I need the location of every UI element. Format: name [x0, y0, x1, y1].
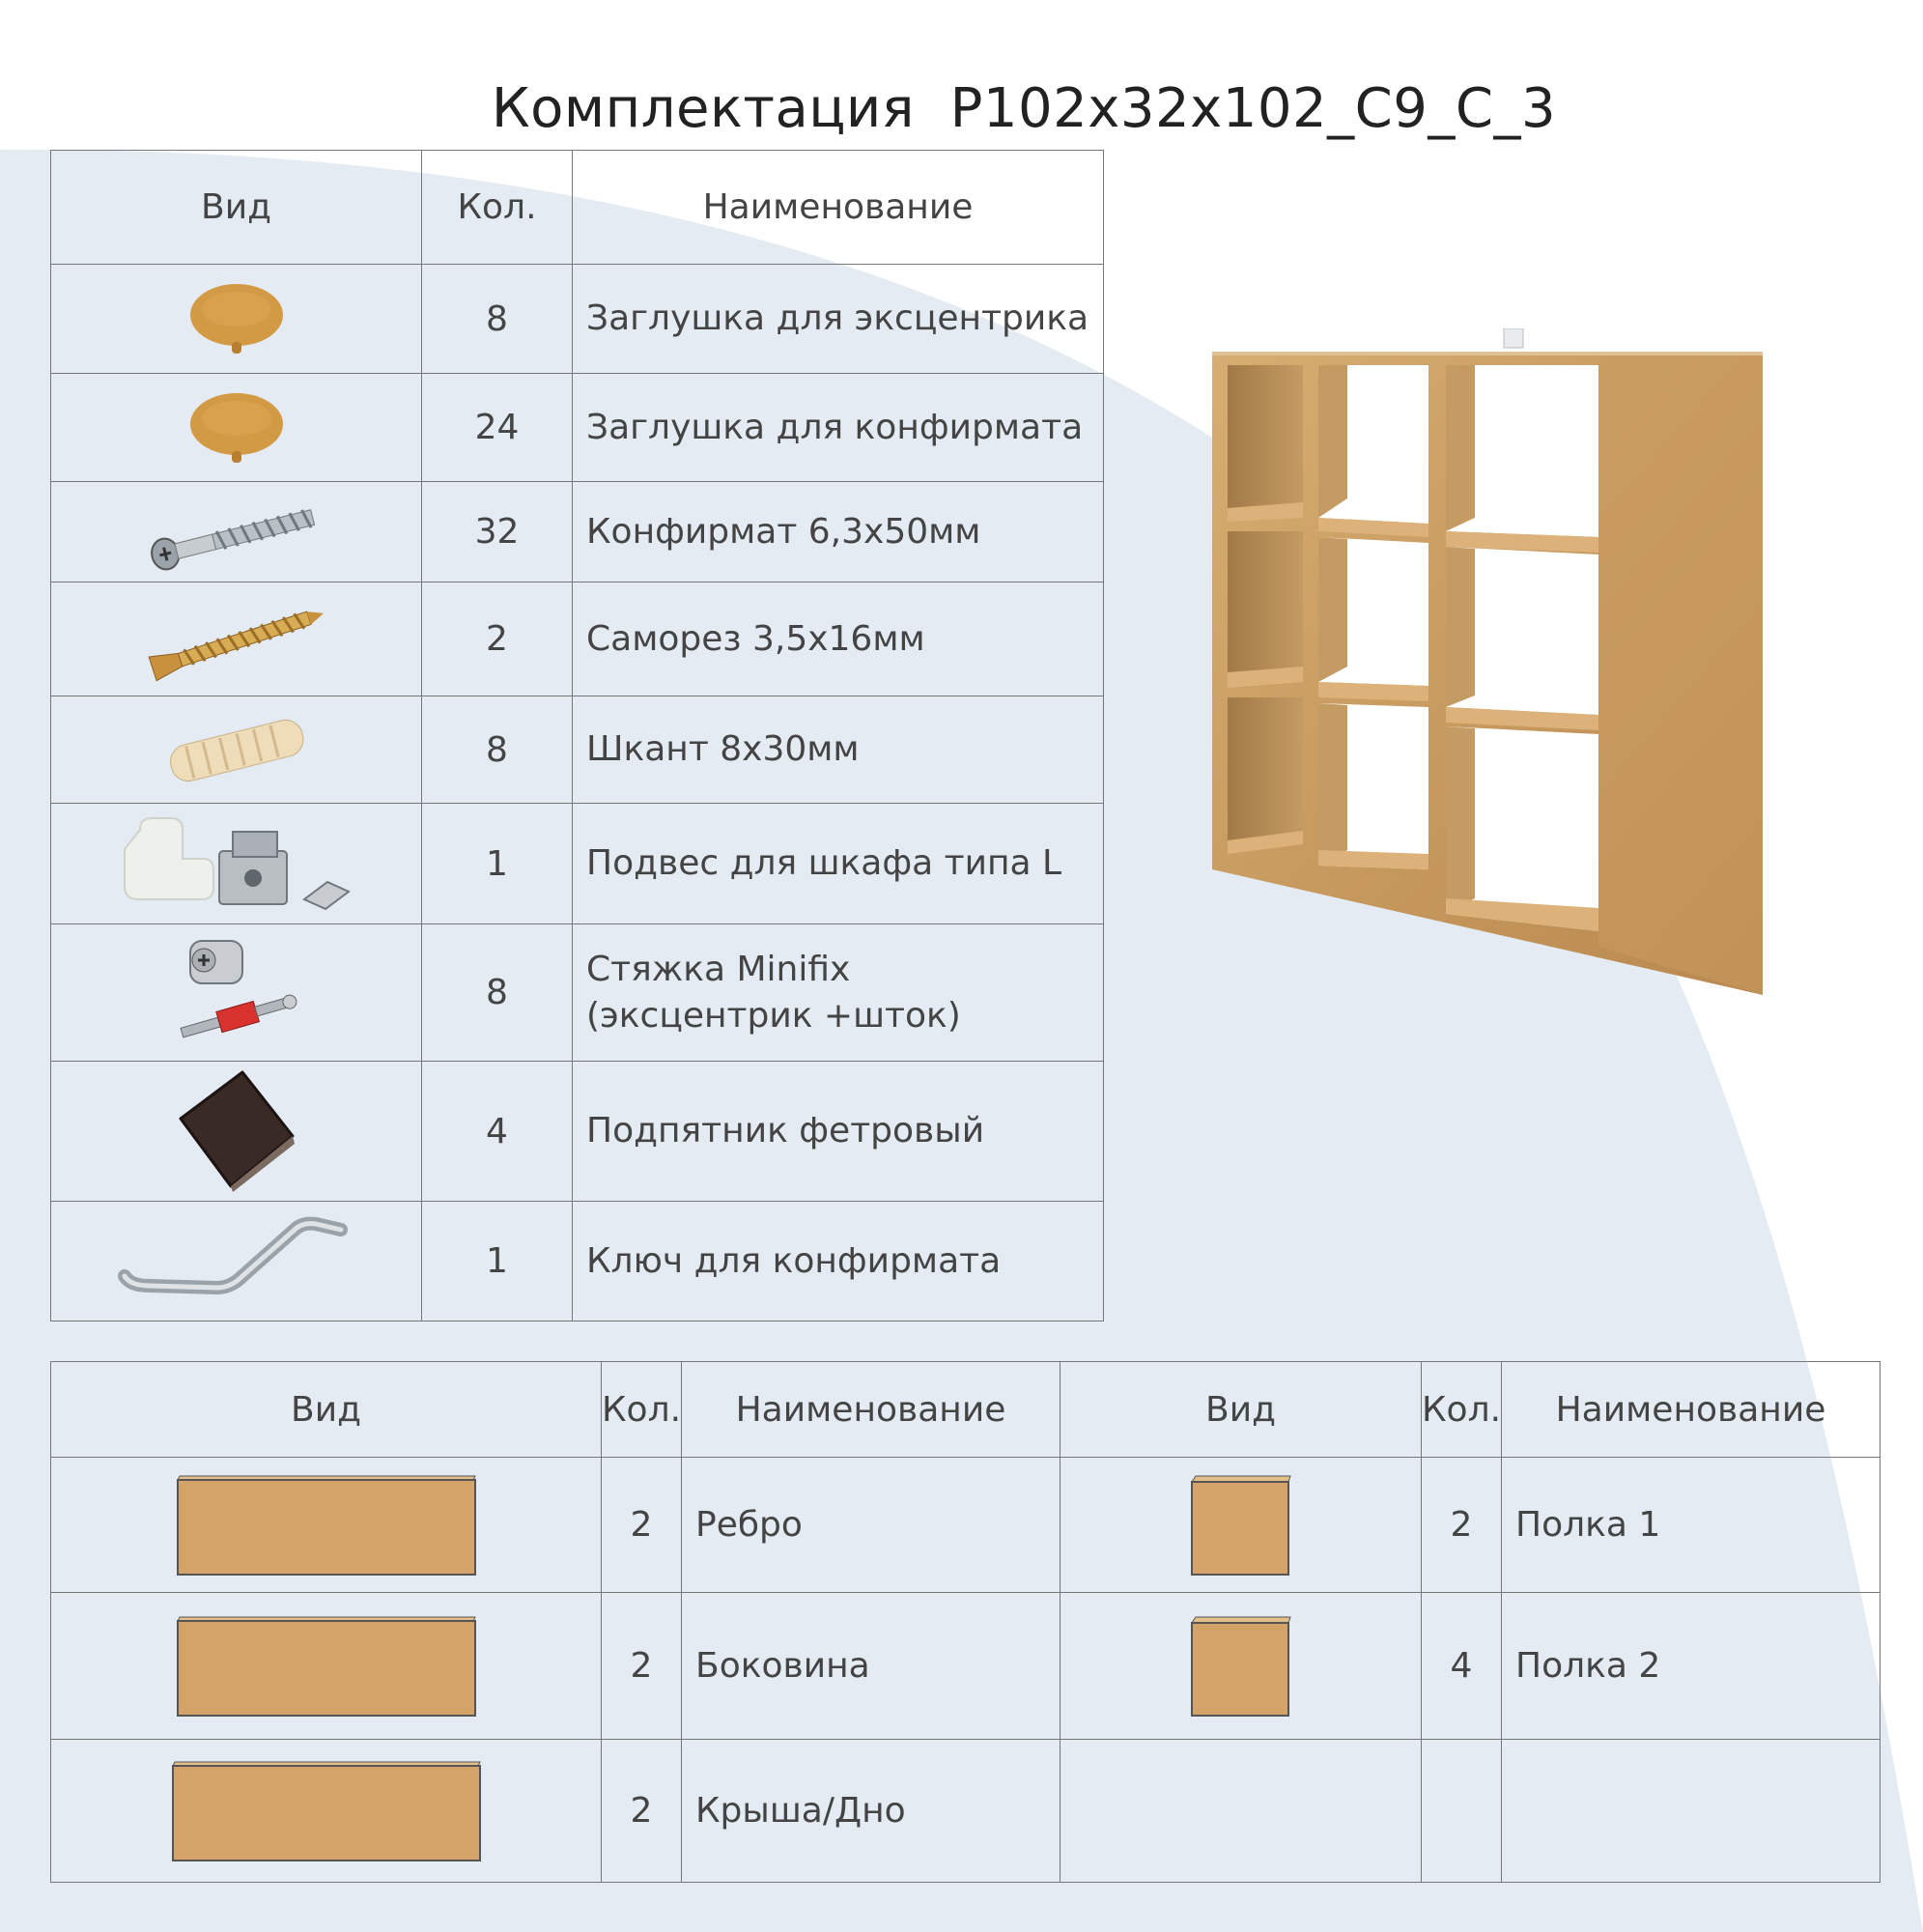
- row-name: Заглушка для конфирмата: [573, 374, 1104, 482]
- row-name: Ключ для конфирмата: [573, 1202, 1104, 1321]
- table-row: [51, 1458, 1881, 1593]
- row-qty: 2: [602, 1740, 682, 1883]
- hanger-icon: [111, 810, 362, 917]
- empty-cell: [1502, 1740, 1881, 1883]
- row-qty: 8: [422, 265, 573, 374]
- table-row: [51, 582, 1104, 696]
- row-name-line-1: Стяжка Minifix: [586, 949, 851, 989]
- table-row: [51, 374, 1104, 482]
- row-name-line-2: (эксцентрик +шток): [586, 995, 961, 1036]
- table-row: [51, 482, 1104, 582]
- row-image: [51, 1740, 602, 1883]
- row-image: [51, 1593, 602, 1740]
- header-qty: Кол.: [422, 151, 573, 265]
- row-qty: 2: [422, 582, 573, 696]
- row-qty: 2: [1422, 1458, 1502, 1593]
- page-title: Комплектация P102x32x102_C9_C_3: [491, 77, 1557, 140]
- confirmat-screw-icon: [145, 494, 328, 571]
- row-image: [51, 1062, 422, 1202]
- long-panel-icon: [172, 1613, 481, 1719]
- dowel-icon: [159, 711, 314, 788]
- row-image: [51, 582, 422, 696]
- row-image: [51, 804, 422, 924]
- row-name: Шкант 8х30мм: [573, 696, 1104, 804]
- panels-table: [50, 1361, 1881, 1883]
- table-row: [51, 924, 1104, 1062]
- row-name: Ребро: [682, 1458, 1060, 1593]
- long-panel-icon: [172, 1472, 481, 1578]
- table-row: [51, 265, 1104, 374]
- row-image: [1060, 1458, 1422, 1593]
- header-name: Наименование: [682, 1362, 1060, 1458]
- row-image: [51, 924, 422, 1062]
- row-image: [51, 696, 422, 804]
- table-header-row: [51, 1362, 1881, 1458]
- row-name: Подвес для шкафа типа L: [573, 804, 1104, 924]
- header-view: Вид: [51, 151, 422, 265]
- hardware-table: [50, 150, 1104, 1321]
- cabinet-image: [1212, 328, 1772, 1005]
- row-image: [51, 1202, 422, 1321]
- cap-icon: [188, 389, 285, 467]
- wood-screw-icon: [140, 596, 333, 683]
- long-panel-icon: [167, 1758, 486, 1864]
- row-name: [573, 924, 1104, 1062]
- row-image: [51, 1458, 602, 1593]
- row-image: [51, 482, 422, 582]
- table-row: [51, 1202, 1104, 1321]
- header-qty: Кол.: [1422, 1362, 1502, 1458]
- row-name: Полка 1: [1502, 1458, 1881, 1593]
- row-image: [51, 265, 422, 374]
- row-name: Крыша/Дно: [682, 1740, 1060, 1883]
- empty-cell: [1060, 1740, 1422, 1883]
- row-qty: 4: [422, 1062, 573, 1202]
- row-qty: 8: [422, 924, 573, 1062]
- row-name: Конфирмат 6,3х50мм: [573, 482, 1104, 582]
- header-view: Вид: [1060, 1362, 1422, 1458]
- row-name: Заглушка для эксцентрика: [573, 265, 1104, 374]
- table-row: [51, 1062, 1104, 1202]
- square-panel-icon: [1188, 1472, 1294, 1578]
- row-name: Полка 2: [1502, 1593, 1881, 1740]
- row-name: Подпятник фетровый: [573, 1062, 1104, 1202]
- row-qty: 8: [422, 696, 573, 804]
- header-view: Вид: [51, 1362, 602, 1458]
- table-row: [51, 1740, 1881, 1883]
- cap-icon: [188, 280, 285, 357]
- row-image: [1060, 1593, 1422, 1740]
- table-row: [51, 696, 1104, 804]
- square-panel-icon: [1188, 1613, 1294, 1719]
- row-qty: 32: [422, 482, 573, 582]
- empty-cell: [1422, 1740, 1502, 1883]
- row-image: [51, 374, 422, 482]
- table-header-row: [51, 151, 1104, 265]
- hex-key-icon: [111, 1208, 362, 1315]
- row-qty: 1: [422, 1202, 573, 1321]
- table-row: [51, 1593, 1881, 1740]
- row-name: Саморез 3,5х16мм: [573, 582, 1104, 696]
- header-name: Наименование: [573, 151, 1104, 265]
- header-name: Наименование: [1502, 1362, 1881, 1458]
- row-name: Боковина: [682, 1593, 1060, 1740]
- row-qty: 2: [602, 1593, 682, 1740]
- table-row: [51, 804, 1104, 924]
- row-qty: 2: [602, 1458, 682, 1593]
- minifix-icon: [169, 935, 304, 1051]
- row-qty: 1: [422, 804, 573, 924]
- row-qty: 4: [1422, 1593, 1502, 1740]
- row-qty: 24: [422, 374, 573, 482]
- felt-pad-icon: [169, 1068, 304, 1194]
- header-qty: Кол.: [602, 1362, 682, 1458]
